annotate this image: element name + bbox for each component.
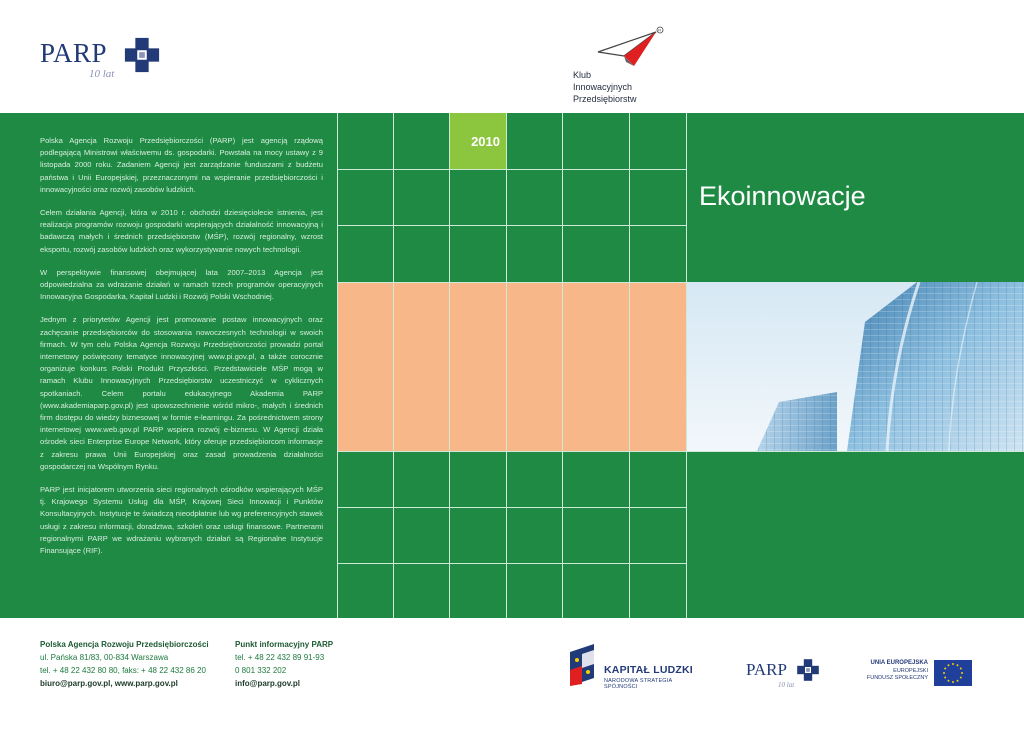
paragraph: Celem działania Agencji, która w 2010 r. obchodzi dziesięciolecie istnienia, jest realizacja programów rozwoju gospodarki wspierających działalność innowacyjną i badawczą małych i średnich przedsiębiorstw (MŚP), rozwój regionalny, wzrost eksportu, rozwój zasobów ludzkich oraz wykorzystywanie nowych technologii. xyxy=(40,208,323,254)
parp-logo-subtitle: 10 lat xyxy=(778,681,795,689)
contact-main xyxy=(40,638,209,690)
kapital-ludzki-subtitle: NARODOWA STRATEGIA SPÓJNOŚCI xyxy=(604,678,673,690)
grid-line xyxy=(337,169,687,170)
contact-phone-2: 0 801 332 202 xyxy=(235,666,287,675)
parp-logo-word: PARP xyxy=(746,660,787,679)
skyscraper-photo xyxy=(687,282,1024,451)
grid-line xyxy=(393,113,394,618)
club-logo-line: Przedsiębiorstw xyxy=(573,94,637,104)
grid-line xyxy=(337,113,338,618)
grid-line xyxy=(629,113,630,618)
contact-email[interactable]: info@parp.gov.pl xyxy=(235,679,300,688)
footer xyxy=(0,618,1024,731)
paragraph: Jednym z priorytetów Agencji jest promowanie postaw innowacyjnych oraz zachęcanie przedsiębiorców do stosowania nowoczesnych technologii w swoich firmach. W tym celu Polska Agencja Rozwoju Przedsiębiorczości prowadzi portal internetowy poświęcony tematyce innowacyjnej www.pi.gov.pl, a także corocznie organizuje konkurs Polski Produkt Przyszłości. Przedstawiciele MŚP mogą w ramach Klubu Innowacyjnych Przedsiębiorstw uczestniczyć w cyklicznych spotkaniach. Celem portalu edukacyjnego Akademia PARP (www.akademiaparp.gov.pl) jest upowszechnienie wśród mikro-, małych i średnich firm dostępu do wiedzy biznesowej w formie e-learningu. Za pośrednictwem strony internetowej www.web.gov.pl PARP wspiera rozwój e-biznesu. W Agencji działa ośrodek sieci Enterprise Europe Network, który oferuje przedsiębiorcom informacje z zakresu prawa Unii Europejskiej oraz zasad prowadzenia działalności gospodarczej na Wspólnym Rynku. xyxy=(40,315,323,471)
header xyxy=(0,0,1024,113)
grid-line xyxy=(337,225,687,226)
eu-line: EUROPEJSKI xyxy=(893,667,928,674)
paragraph: W perspektywie finansowej obejmującej lata 2007–2013 Agencja jest odpowiedzialna za wdrażanie działań w ramach trzech programów operacyjnych Innowacyjna Gospodarka, Kapitał Ludzki i Rozwój Polski Wschodniej. xyxy=(40,267,323,302)
grid-line xyxy=(449,113,450,618)
divider xyxy=(687,451,1024,452)
parp-logo xyxy=(40,34,170,80)
contact-phone: tel. + 48 22 432 80 80, faks: + 48 22 432 86 20 xyxy=(40,666,206,675)
contact-name: Polska Agencja Rozwoju Przedsiębiorczości xyxy=(40,640,209,649)
svg-text:R: R xyxy=(658,27,662,33)
year-cell xyxy=(450,113,506,169)
grid-line xyxy=(337,507,687,508)
eu-line: UNIA EUROPEJSKA xyxy=(870,660,928,666)
contact-links[interactable]: biuro@parp.gov.pl, www.parp.gov.pl xyxy=(40,679,178,688)
kapital-ludzki-logo xyxy=(568,644,698,694)
grid-line xyxy=(506,113,507,618)
grid-line xyxy=(337,563,687,564)
paragraph: Polska Agencja Rozwoju Przedsiębiorczości (PARP) jest agencją rządową podlegającą Ministrowi właściwemu ds. gospodarki. Powstała na mocy ustawy z 9 listopada 2000 roku. Zadaniem Agencji jest zarządzanie funduszami z budżetu państwa i Unii Europejskiej, przeznaczonymi na wspieranie przedsiębiorczości i innowacyjności oraz rozwój zasobów ludzkich. xyxy=(40,136,323,194)
decorative-grid xyxy=(337,113,687,618)
kapital-ludzki-icon xyxy=(568,644,598,686)
parp-mark-icon xyxy=(123,36,161,74)
parp-logo-small xyxy=(746,658,826,690)
club-logo-line: Innowacyjnych xyxy=(573,82,633,92)
club-logo xyxy=(570,26,690,106)
peach-block xyxy=(338,282,687,451)
year-label: 2010 xyxy=(471,134,500,149)
eu-logo xyxy=(864,660,974,690)
club-logo-text xyxy=(573,69,637,105)
eu-flag-icon xyxy=(934,660,972,686)
contact-address: ul. Pańska 81/83, 00-834 Warszawa xyxy=(40,653,169,662)
eu-logo-text xyxy=(864,660,928,683)
grid-line xyxy=(337,451,687,452)
parp-mark-icon xyxy=(796,658,820,682)
grid-line xyxy=(562,113,563,618)
contact-info-point xyxy=(235,638,333,690)
page-title: Ekoinnowacje xyxy=(699,181,866,211)
grid-line xyxy=(337,282,687,283)
parp-logo-subtitle: 10 lat xyxy=(89,68,115,80)
contact-name: Punkt informacyjny PARP xyxy=(235,640,334,649)
green-panel xyxy=(0,113,1024,618)
paragraph: PARP jest inicjatorem utworzenia sieci regionalnych ośrodków wspierających MŚP tj. Krajowego Systemu Usług dla MŚP, Krajowej Sieci Innowacji i Punktów Konsultacyjnych. Instytucje te świadczą nieodpłatnie lub wg preferencyjnych stawek usługi z zakresu informacji, doradztwa, szkoleń oraz usługi finansowe. Partnerami regionalnymi PARP we wdrażaniu wybranych działań są Regionalne Instytucje Finansujące (RIF). xyxy=(40,485,323,556)
kapital-ludzki-title: KAPITAŁ LUDZKI xyxy=(604,664,693,676)
contact-phone: tel. + 48 22 432 89 91-93 xyxy=(235,653,325,662)
eu-line: FUNDUSZ SPOŁECZNY xyxy=(866,675,928,681)
club-logo-line: Klub xyxy=(573,70,592,80)
paper-plane-icon xyxy=(594,26,664,70)
parp-logo-word: PARP xyxy=(40,38,108,68)
agency-description xyxy=(40,135,323,568)
